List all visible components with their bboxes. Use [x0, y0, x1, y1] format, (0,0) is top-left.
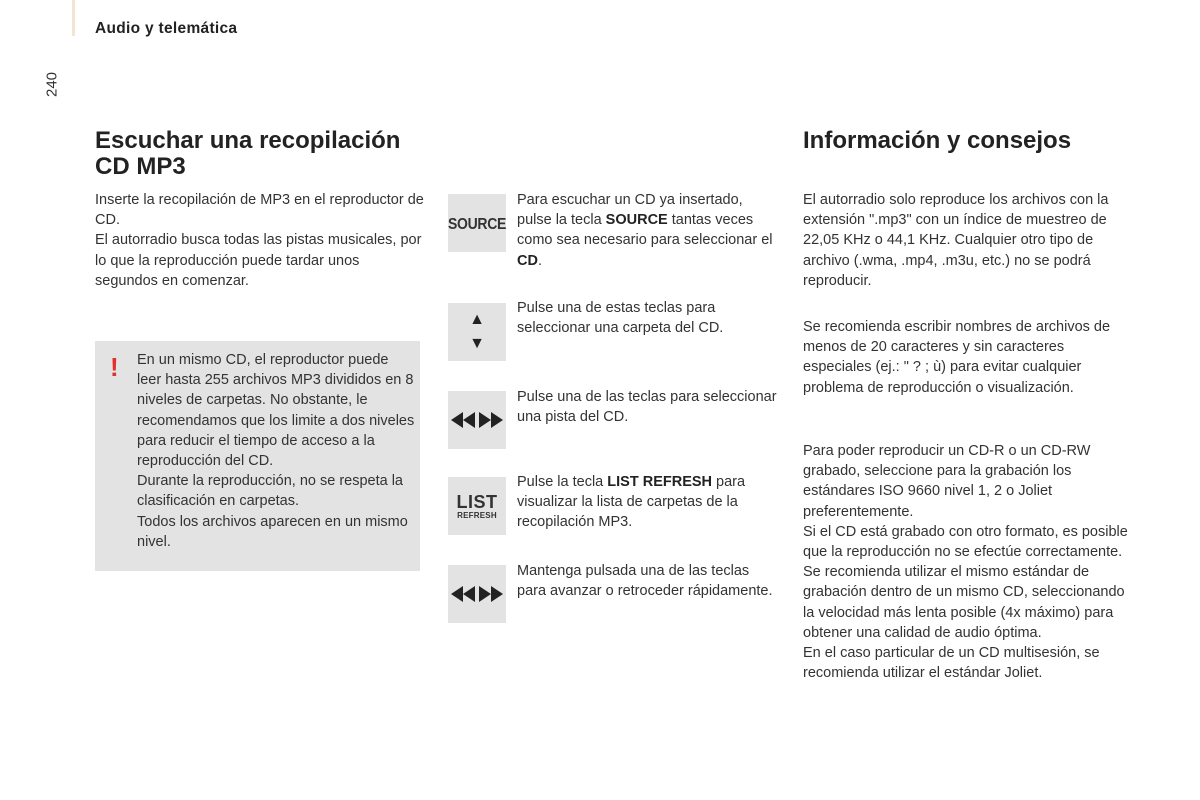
section-title: Audio y telemática — [95, 20, 238, 37]
arrow-down-icon: ▼ — [469, 335, 485, 352]
seek-icon — [448, 565, 506, 623]
list-refresh-key — [448, 477, 506, 535]
left-intro: Inserte la recopilación de MP3 en el reproductor de CD. El autorradio busca todas las pistas musicales, por lo que la reproducción puede tardar unos segundos en comenzar. — [95, 192, 424, 289]
page-number: 240 — [43, 71, 61, 98]
refresh-key-label: REFRESH — [457, 510, 497, 520]
source-key-description: Para escuchar un CD ya insertado, pulse la tecla SOURCE tantas veces como sea necesario para seleccionar el CD. — [517, 192, 773, 269]
arrow-up-icon: ▲ — [469, 311, 485, 328]
source-key-label: SOURCE — [447, 213, 507, 233]
track-keys-description: Pulse una de las teclas para seleccionar una pista del CD. — [517, 389, 777, 426]
info-paragraph-3: Para poder reproducir un CD-R o un CD-RW grabado, seleccione para la grabación los estándares ISO 9660 nivel 1, 2 o Joliet preferentemente. Si el CD está grabado con otro formato, es posible que la reproducción no se efectúe correctamente. Se recomienda utilizar el mismo estándar de grabación dentro de un mismo CD, seleccionando la velocidad más lenta posible (4x máximo) para obtener una calidad de audio óptima. En el caso particular de un CD multisesión, se recomienda utilizar el estándar Joliet. — [803, 443, 1128, 682]
prev-next-icon-graphic — [449, 410, 505, 430]
info-paragraph-1: El autorradio solo reproduce los archivos con la extensión ".mp3" con un índice de muestreo de 22,05 KHz o 44,1 KHz. Cualquier otro tipo de archivo (.wma, .mp4, .m3u, etc.) no se podrá reproducir. — [803, 192, 1109, 289]
list-key-description: Pulse la tecla LIST REFRESH para visualizar la lista de carpetas de la recopilación MP3. — [517, 474, 746, 531]
up-down-arrows-icon — [448, 303, 506, 361]
source-key — [448, 194, 506, 252]
seek-keys-description: Mantenga pulsada una de las teclas para avanzar o retroceder rápidamente. — [517, 563, 773, 600]
info-paragraph-2: Se recomienda escribir nombres de archivos de menos de 20 caracteres y sin caracteres especiales (ej.: " ? ; ù) para evitar cualquier problema de reproducción o visualización. — [803, 319, 1111, 396]
warning-icon: ! — [110, 352, 119, 382]
seek-icon-graphic — [449, 584, 505, 604]
prev-next-icon — [448, 391, 506, 449]
right-heading: Información y consejos — [803, 127, 1072, 154]
list-key-label: LIST — [456, 491, 498, 512]
header-accent-line — [72, 0, 75, 36]
folder-keys-description: Pulse una de estas teclas para seleccionar una carpeta del CD. — [517, 300, 724, 337]
left-heading: Escuchar una recopilación CD MP3 — [95, 127, 401, 180]
warning-text: En un mismo CD, el reproductor puede leer hasta 255 archivos MP3 divididos en 8 niveles de carpetas. No obstante, le recomendamos que los limite a dos niveles para reducir el tiempo de acceso a la reproducción del CD. Durante la reproducción, no se respeta la clasificación en carpetas. Todos los archivos aparecen en un mismo nivel. — [137, 352, 415, 550]
